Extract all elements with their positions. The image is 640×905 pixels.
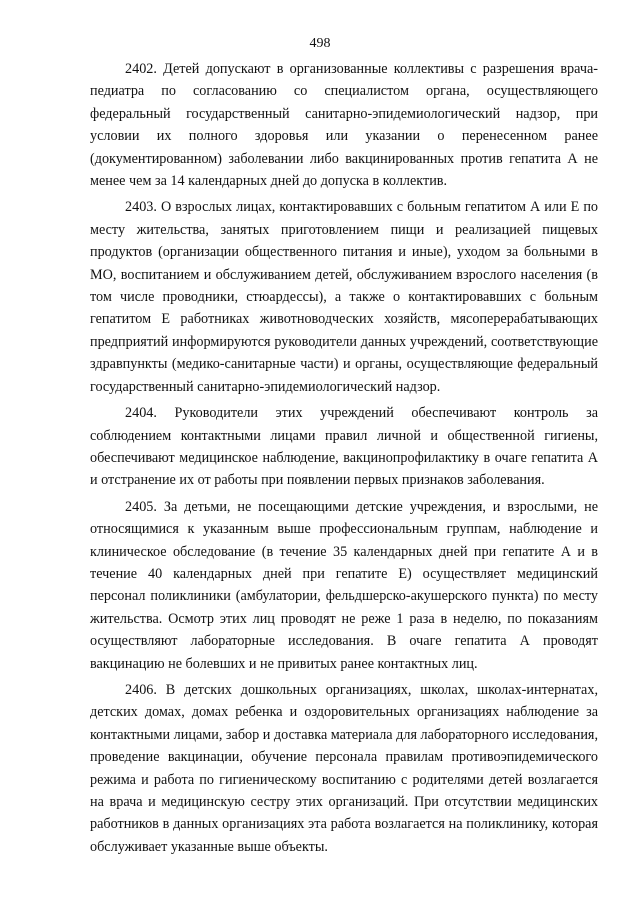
paragraph-2403: 2403. О взрослых лицах, контактировавших с больным гепатитом А или Е по месту жительства, занятых приготовлением пищи и реализацией пищевых продуктов (организации общественного питания и иные), уходом за больными в МО, воспитанием и обслуживанием детей, обслуживанием взрослого населения (в том числе проводники, стюардессы), а также о контактировавших с больным гепатитом Е работниках животноводческих хозяйств, мясоперерабатывающих предприятий информируются руководители данных учреждений, соответствующие здравпункты (медико-санитарные части) и органы, осуществляющие федеральный государственный санитарно-эпидемиологический надзор. xyxy=(90,199,598,395)
paragraph-2405: 2405. За детьми, не посещающими детские учреждения, и взрослыми, не относящимися к указанным выше профессиональным группам, наблюдение и клиническое обследование (в течение 35 календарных дней при гепатите А и в течение 40 календарных дней при гепатите Е) осуществляет медицинский персонал поликлиники (амбулатории, фельдшерско-акушерского пункта) по месту жительства. Осмотр этих лиц проводят не реже 1 раза в неделю, по показаниям осуществляют лабораторные исследования. В очаге гепатита А проводят вакцинацию не болевших и не привитых ранее контактных лиц. xyxy=(90,498,598,672)
paragraph-2406: 2406. В детских дошкольных организациях, школах, школах-интернатах, детских домах, домах ребенка и оздоровительных организациях наблюдение за контактными лицами, забор и доставка материала для лабораторного исследования, проведение вакцинации, обучение персонала правилам противоэпидемического режима и работа по гигиеническому воспитанию с родителями детей возлагается на врача и медицинскую сестру этих организаций. При отсутствии медицинских работников в данных организациях эта работа возлагается на поликлинику, которая обслуживает указанные выше объекты. xyxy=(90,681,598,855)
paragraph-2402: 2402. Детей допускают в организованные коллективы с разрешения врача-педиатра по согласованию со специалистом органа, осуществляющего федеральный государственный санитарно-эпидемиологический надзор, при условии их полного здоровья или указании о перенесенном ранее (документированном) заболевании либо вакцинированных против гепатита А не менее чем за 14 календарных дней до допуска в коллектив. xyxy=(90,61,598,190)
paragraph-2404: 2404. Руководители этих учреждений обеспечивают контроль за соблюдением контактными лицами правил личной и общественной гигиены, обеспечивают медицинское наблюдение, вакцинопрофилактику в очаге гепатита А и отстранение их от работы при появлении первых признаков заболевания. xyxy=(90,405,598,489)
page-number: 498 xyxy=(309,36,331,51)
document-body xyxy=(90,58,598,862)
